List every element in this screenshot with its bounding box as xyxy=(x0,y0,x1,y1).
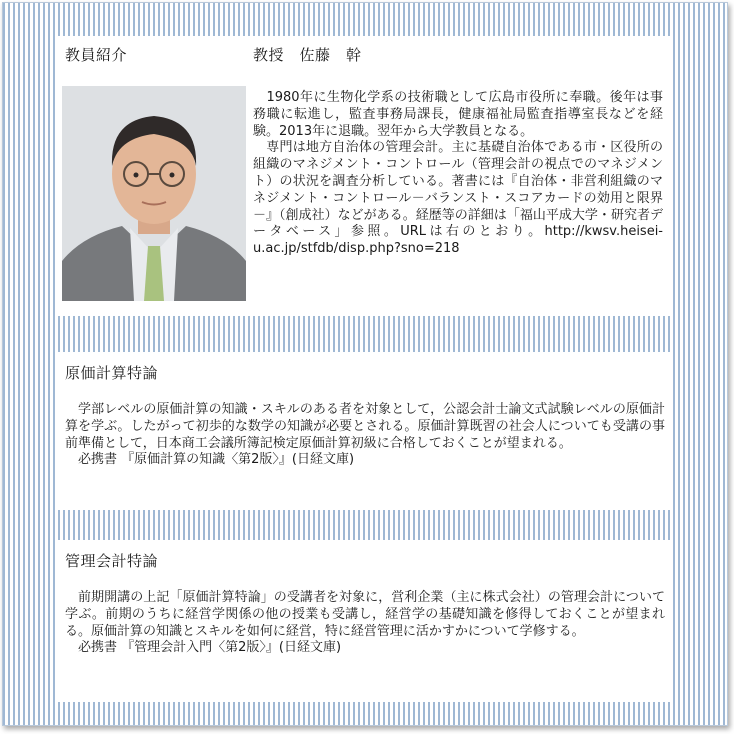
course-description xyxy=(65,402,665,469)
faculty-name: 教授 佐藤 幹 xyxy=(253,46,362,64)
course-title: 原価計算特論 xyxy=(65,364,159,382)
course-description-text: 学部レベルの原価計算の知識・スキルのある者を対象として，公認会計士論文式試験レベルの原価計算を学ぶ。したがって初歩的な数学の知識が必要とされる。原価計算既習の社会人についても受講の事前準備として，日本商工会議所簿記検定原価計算初級に合格しておくことが望まれる。 xyxy=(65,402,665,451)
course-description xyxy=(65,590,665,657)
course-panel-management-accounting xyxy=(55,540,672,702)
faculty-profile-panel xyxy=(55,36,672,316)
course-title: 管理会計特論 xyxy=(65,552,159,570)
section-label: 教員紹介 xyxy=(65,46,128,64)
bio-paragraph: 1980年に生物化学系の技術職として広島市役所に奉職。後年は事務職に転進し，監査事務局課長，健康福祉局監査指導室長などを経験。2013年に退職。翌年から大学教員となる。 xyxy=(253,90,663,139)
required-book: 必携書 『原価計算の知識〈第2版〉』(日経文庫) xyxy=(65,452,355,468)
course-panel-cost-accounting xyxy=(55,352,672,510)
required-book: 必携書 『管理会計入門〈第2版〉』(日経文庫) xyxy=(65,640,342,656)
bio-paragraph: 専門は地方自治体の管理会計。主に基礎自治体である市・区役所の組織のマネジメント・コントロール（管理会計の視点でのマネジメント）の状況を調査分析している。著書には『自治体・非営利組織のマネジメント・コントロール－バランスト・スコアカードの効用と限界－』（創成社）などがある。経歴等の詳細は「福山平成大学・研究者データベース」参照。URLは右のとおり。http://kwsv.heisei-u.ac.jp/stfdb/disp.php?sno=218 xyxy=(253,140,663,257)
faculty-photo xyxy=(62,86,246,301)
faculty-bio xyxy=(253,90,663,258)
course-description-text: 前期開講の上記「原価計算特論」の受講者を対象に，営利企業（主に株式会社）の管理会計について学ぶ。前期のうちに経営学関係の他の授業も受講し，経営学の基礎知識を修得しておくことが望まれる。原価計算の知識とスキルを如何に経営，特に経営管理に活かすかについて学修する。 xyxy=(65,590,665,639)
